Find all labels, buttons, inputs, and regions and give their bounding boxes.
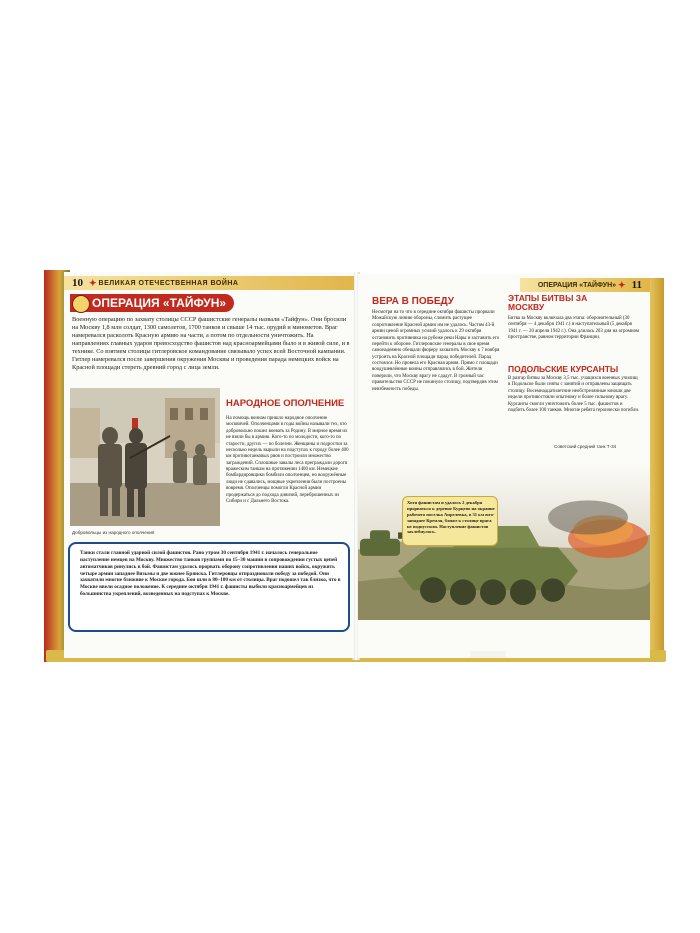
cadets-paragraph: В разгар битвы за Москву 3,5 тыс. учащихся военных училищ в Подольске были сняты с занятий и отправлены защищать столицу. Восемнадцатилетние необстрелянные юноши две недели противостояли опытному и более сильному врагу. Курсанты смогли уничтожить более 5 тыс. фашистов и подбить более 100 танков. Многие ребята героически погибли. [508, 376, 640, 413]
stages-title: ЭТАПЫ БИТВЫ ЗА МОСКВУ [508, 293, 588, 313]
cadets-title: ПОДОЛЬСКИЕ КУРСАНТЫ [508, 364, 619, 374]
left-section-header: ВЕЛИКАЯ ОТЕЧЕСТВЕННАЯ ВОЙНА [98, 279, 239, 287]
militia-illustration [70, 388, 220, 526]
left-page-number: 10 [72, 277, 83, 289]
page-title-text: ОПЕРАЦИЯ «ТАЙФУН» [92, 296, 227, 310]
tanks-info-text: Танки стали главной ударной силой фашистов. Рано утром 30 сентября 1941 г. началось генеральное наступление немцев на Москву. Множество танков группами по 15–30 машин в сопровождении густых цепей автоматчиков ринулись в бой. Фашистам удалось прорвать оборону сопротивления наших войск, окружить четыре армии западнее Вязьмы и две южнее Брянска. Гитлеровцы отпраздновали победу за победой. Они захватили многие ближние к Москве города. Бои шли в 80–100 км от столицы. Враг подошел так близко, что в Москве ввели осадное положение. К середине октября 1941 г. фашисты выбили красноармейцев из большинства укреплений, возведенных на подступах к Москве. [80, 550, 341, 598]
stages-paragraph: Битва за Москву включала два этапа: оборонительный (30 сентября — 4 декабря 1941 г.) и наступательный (5 декабря 1941 г. — 20 апреля 1942 г.). Она длилась 203 дня на огромном пространстве, равном территории Франции. [508, 316, 640, 341]
burtsevo-callout [402, 496, 498, 546]
right-page-number: 11 [631, 279, 642, 291]
left-page-header [64, 276, 354, 290]
right-section-header: ОПЕРАЦИЯ «ТАЙФУН» [537, 281, 617, 289]
red-star-emblem-icon [72, 295, 90, 313]
page-tab [470, 651, 506, 658]
militia-caption: Добровольцы из народного ополчения [72, 530, 155, 535]
page-title [70, 294, 234, 312]
faith-title: ВЕРА В ПОБЕДУ [372, 296, 454, 307]
tanks-info-box [68, 542, 350, 632]
right-page [358, 274, 650, 658]
militia-title: НАРОДНОЕ ОПОЛЧЕНИЕ [226, 398, 345, 409]
right-page-header [520, 278, 650, 292]
burtsevo-callout-text: Хотя фашистам и удалось 2 декабря прорваться к деревне Бурцево на окраине рабочего поселка Апрелевка, в 31 км юго-западнее Кремля, ближе к столице врага не подпустили. Наступление фашистов захлебнулось. [407, 500, 495, 535]
gold-star-icon: ✦ [89, 277, 97, 288]
militia-paragraph: На помощь воинам пришло народное ополчение москвичей. Ополченцами в годы войны называли тех, кто добровольно пошел воевать за Родину. В мирное время их не взяли бы в армию. Кого-то по молодости, кого-то по старости, других — по болезни. Женщины и подростки за несколько недель вырыли на подступах к городу более 400 км противотанковых рвов и построили множество заграждений. Сплошные завалы леса преграждали дороги вражеским танкам на протяжении 1400 км. Немецкие бомбардировщики бомбили ополченцев, но вооружённые люди не сдавались, мощные укрепления были построены вовремя. Ополченцы помогли Красной армии продержаться до подхода дивизий, переброшенных из Сибири и с Дальнего Востока. [226, 416, 349, 504]
left-page [64, 272, 354, 658]
gold-star-icon: ✦ [618, 279, 626, 290]
intro-paragraph: Военную операцию по захвату столицы СССР фашистские генералы назвали «Тайфун». Они бросили на Москву 1,8 млн солдат, 1300 самолетов, 1700 танков и свыше 14 тыс. орудий и минометов. Враг намеревался расколоть Красную армию на части, а потом по отдельности уничтожить. На направлениях главных ударов превосходство фашистов над красноармейцами было и в живой силе, и в технике. Со взятием столицы гитлеровское командование связывало успех всей Восточной кампании. Гитлер намеревался после завершения окружения Москвы и проведения парада немецких войск на Красной площади стереть древний город с лица земли. [72, 316, 350, 371]
book-edge-right [648, 278, 664, 660]
tank-caption: Советский средний танк Т-34 [554, 444, 617, 449]
faith-paragraph: Несмотря на то что в середине октября фашисты прорвали Можайскую линию обороны, сломить растущее сопротивление Красной армии им не удалось. Частям 43-й армии ценой огромных усилий удалось к 29 октября остановить противника на рубеже реки Нары и заставить его перейти к обороне. Гитлеровские генералы в свое время самонадеянно обещали фюреру захватить Москву к 7 ноября устроить на Красной площади парад победителей. Парад состоялся. Но провела его Красная армия. Прямо с площади воодушевлённые воины отправлялись в бой. Жители поверили, что Москву врагу не сдадут. В грозный час правительство СССР не покинуло столицу, подтвердив этим неизбежность победы. [372, 310, 500, 392]
